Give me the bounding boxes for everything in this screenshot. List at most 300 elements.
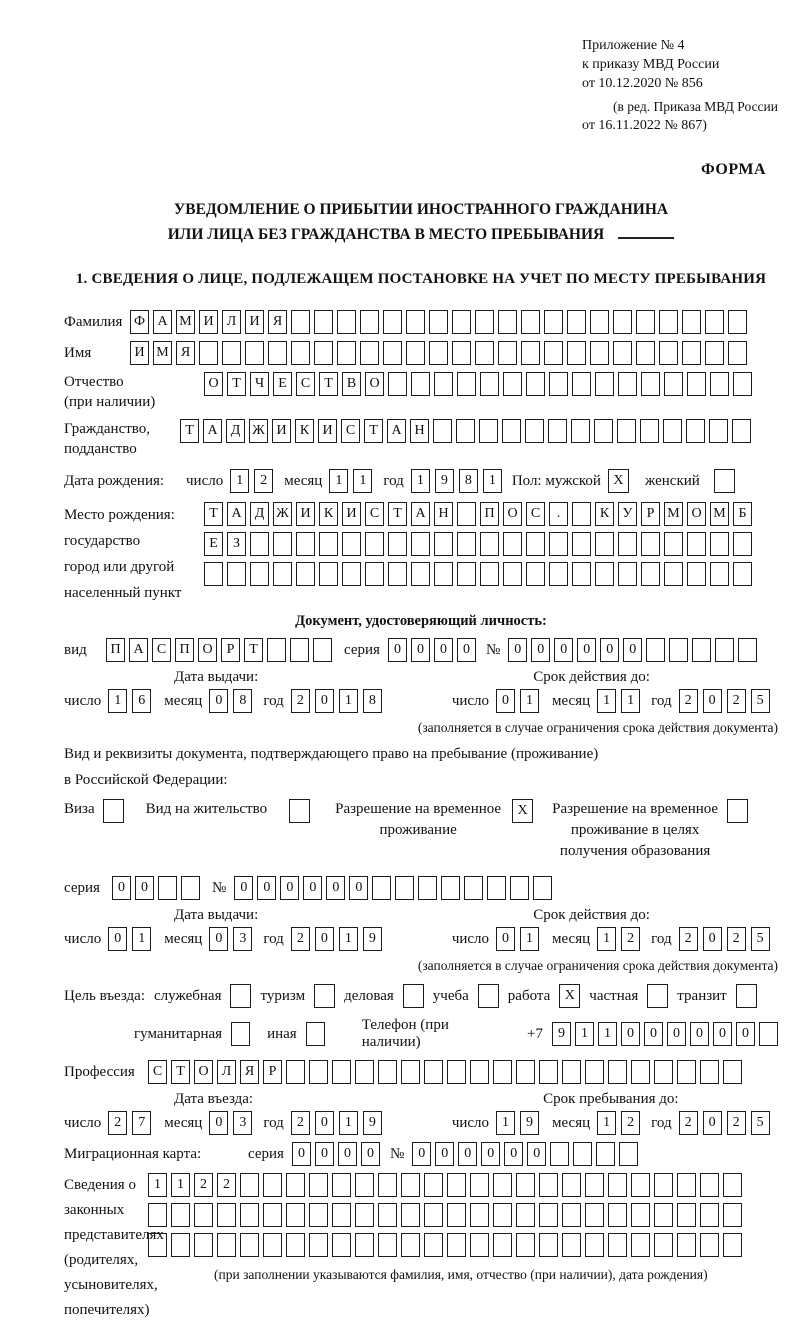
form-cell[interactable]: 1 <box>108 689 127 713</box>
form-cell[interactable]: 0 <box>457 638 476 662</box>
form-cell[interactable] <box>158 876 177 900</box>
form-cell[interactable]: 0 <box>703 1111 722 1135</box>
form-cell[interactable]: 2 <box>291 689 310 713</box>
form-cell[interactable]: 1 <box>520 927 539 951</box>
form-cell[interactable] <box>710 532 729 556</box>
visa-checkbox[interactable] <box>103 799 124 823</box>
form-cell[interactable]: 1 <box>339 689 358 713</box>
form-cell[interactable]: 1 <box>598 1022 617 1046</box>
form-cell[interactable] <box>378 1173 397 1197</box>
form-cell[interactable]: 8 <box>233 689 252 713</box>
form-cell[interactable] <box>659 341 678 365</box>
form-cell[interactable]: 1 <box>329 469 348 493</box>
form-cell[interactable]: 0 <box>554 638 573 662</box>
form-cell[interactable]: 0 <box>108 927 127 951</box>
form-cell[interactable]: 0 <box>234 876 253 900</box>
form-cell[interactable] <box>549 562 568 586</box>
form-cell[interactable]: 2 <box>217 1173 236 1197</box>
form-cell[interactable] <box>573 1142 592 1166</box>
form-cell[interactable]: 0 <box>577 638 596 662</box>
form-cell[interactable] <box>562 1203 581 1227</box>
form-cell[interactable]: 1 <box>520 689 539 713</box>
form-cell[interactable]: 2 <box>291 927 310 951</box>
form-cell[interactable]: К <box>595 502 614 526</box>
form-cell[interactable] <box>355 1060 374 1084</box>
form-cell[interactable] <box>286 1060 305 1084</box>
purpose-work-checkbox[interactable]: X <box>559 984 580 1008</box>
form-cell[interactable]: 0 <box>434 638 453 662</box>
form-cell[interactable]: 0 <box>209 927 228 951</box>
form-cell[interactable] <box>723 1233 742 1257</box>
form-cell[interactable] <box>290 638 309 662</box>
form-cell[interactable] <box>646 638 665 662</box>
form-cell[interactable] <box>475 341 494 365</box>
form-cell[interactable] <box>263 1233 282 1257</box>
form-cell[interactable] <box>572 562 591 586</box>
form-cell[interactable] <box>355 1173 374 1197</box>
form-cell[interactable]: Р <box>263 1060 282 1084</box>
form-cell[interactable] <box>521 341 540 365</box>
form-cell[interactable] <box>194 1203 213 1227</box>
form-cell[interactable] <box>700 1233 719 1257</box>
form-cell[interactable] <box>418 876 437 900</box>
form-cell[interactable]: Е <box>204 532 223 556</box>
form-cell[interactable] <box>332 1173 351 1197</box>
form-cell[interactable] <box>411 562 430 586</box>
form-cell[interactable]: 2 <box>727 927 746 951</box>
form-cell[interactable] <box>705 341 724 365</box>
form-cell[interactable] <box>181 876 200 900</box>
form-cell[interactable] <box>669 638 688 662</box>
form-cell[interactable]: 0 <box>644 1022 663 1046</box>
form-cell[interactable] <box>539 1060 558 1084</box>
form-cell[interactable] <box>332 1060 351 1084</box>
form-cell[interactable] <box>525 419 544 443</box>
form-cell[interactable] <box>424 1203 443 1227</box>
form-cell[interactable] <box>641 532 660 556</box>
form-cell[interactable]: 0 <box>135 876 154 900</box>
form-cell[interactable] <box>618 372 637 396</box>
form-cell[interactable] <box>562 1173 581 1197</box>
form-cell[interactable]: 0 <box>690 1022 709 1046</box>
form-cell[interactable]: Т <box>319 372 338 396</box>
form-cell[interactable] <box>733 562 752 586</box>
form-cell[interactable]: И <box>342 502 361 526</box>
form-cell[interactable] <box>148 1233 167 1257</box>
form-cell[interactable]: З <box>227 532 246 556</box>
form-cell[interactable]: А <box>227 502 246 526</box>
form-cell[interactable] <box>296 532 315 556</box>
form-cell[interactable] <box>457 372 476 396</box>
form-cell[interactable]: Я <box>268 310 287 334</box>
form-cell[interactable]: 2 <box>679 1111 698 1135</box>
form-cell[interactable]: Б <box>733 502 752 526</box>
form-cell[interactable]: 1 <box>575 1022 594 1046</box>
form-cell[interactable] <box>549 532 568 556</box>
form-cell[interactable]: 0 <box>209 1111 228 1135</box>
form-cell[interactable] <box>521 310 540 334</box>
form-cell[interactable]: А <box>387 419 406 443</box>
form-cell[interactable] <box>654 1203 673 1227</box>
form-cell[interactable] <box>464 876 483 900</box>
form-cell[interactable] <box>457 562 476 586</box>
form-cell[interactable] <box>441 876 460 900</box>
form-cell[interactable] <box>539 1173 558 1197</box>
form-cell[interactable] <box>406 310 425 334</box>
form-cell[interactable] <box>590 341 609 365</box>
form-cell[interactable] <box>314 341 333 365</box>
form-cell[interactable]: Л <box>217 1060 236 1084</box>
form-cell[interactable] <box>710 562 729 586</box>
form-cell[interactable] <box>401 1060 420 1084</box>
form-cell[interactable] <box>309 1173 328 1197</box>
form-cell[interactable] <box>199 341 218 365</box>
form-cell[interactable] <box>692 638 711 662</box>
form-cell[interactable]: 1 <box>483 469 502 493</box>
form-cell[interactable] <box>636 341 655 365</box>
form-cell[interactable]: А <box>153 310 172 334</box>
form-cell[interactable]: О <box>503 502 522 526</box>
form-cell[interactable]: Т <box>364 419 383 443</box>
form-cell[interactable]: 0 <box>326 876 345 900</box>
form-cell[interactable] <box>533 876 552 900</box>
form-cell[interactable]: 1 <box>148 1173 167 1197</box>
form-cell[interactable] <box>596 1142 615 1166</box>
form-cell[interactable] <box>677 1173 696 1197</box>
form-cell[interactable]: 0 <box>388 638 407 662</box>
form-cell[interactable] <box>636 310 655 334</box>
form-cell[interactable] <box>447 1173 466 1197</box>
form-cell[interactable] <box>617 419 636 443</box>
form-cell[interactable]: И <box>272 419 291 443</box>
form-cell[interactable]: 0 <box>458 1142 477 1166</box>
form-cell[interactable] <box>498 341 517 365</box>
form-cell[interactable] <box>687 562 706 586</box>
form-cell[interactable]: С <box>296 372 315 396</box>
form-cell[interactable] <box>286 1233 305 1257</box>
form-cell[interactable]: 2 <box>727 689 746 713</box>
purpose-humanitarian-checkbox[interactable] <box>231 1022 250 1046</box>
form-cell[interactable] <box>433 419 452 443</box>
form-cell[interactable] <box>360 341 379 365</box>
form-cell[interactable] <box>631 1203 650 1227</box>
form-cell[interactable] <box>687 372 706 396</box>
form-cell[interactable]: М <box>176 310 195 334</box>
form-cell[interactable]: 0 <box>209 689 228 713</box>
form-cell[interactable]: Е <box>273 372 292 396</box>
form-cell[interactable]: 0 <box>713 1022 732 1046</box>
form-cell[interactable] <box>313 638 332 662</box>
form-cell[interactable] <box>595 562 614 586</box>
form-cell[interactable] <box>700 1203 719 1227</box>
form-cell[interactable]: 1 <box>597 1111 616 1135</box>
form-cell[interactable] <box>567 341 586 365</box>
form-cell[interactable] <box>682 341 701 365</box>
form-cell[interactable] <box>267 638 286 662</box>
form-cell[interactable] <box>677 1203 696 1227</box>
form-cell[interactable] <box>456 419 475 443</box>
form-cell[interactable] <box>429 310 448 334</box>
form-cell[interactable] <box>631 1233 650 1257</box>
form-cell[interactable]: О <box>194 1060 213 1084</box>
form-cell[interactable] <box>503 372 522 396</box>
form-cell[interactable]: 0 <box>361 1142 380 1166</box>
form-cell[interactable]: 0 <box>736 1022 755 1046</box>
form-cell[interactable] <box>572 532 591 556</box>
form-cell[interactable] <box>664 532 683 556</box>
form-cell[interactable]: П <box>480 502 499 526</box>
form-cell[interactable]: 5 <box>751 1111 770 1135</box>
form-cell[interactable]: 0 <box>623 638 642 662</box>
form-cell[interactable] <box>493 1173 512 1197</box>
form-cell[interactable]: 0 <box>703 689 722 713</box>
form-cell[interactable] <box>705 310 724 334</box>
form-cell[interactable] <box>516 1060 535 1084</box>
form-cell[interactable] <box>401 1173 420 1197</box>
form-cell[interactable] <box>493 1203 512 1227</box>
form-cell[interactable] <box>332 1203 351 1227</box>
form-cell[interactable] <box>571 419 590 443</box>
form-cell[interactable]: А <box>203 419 222 443</box>
form-cell[interactable]: И <box>199 310 218 334</box>
form-cell[interactable] <box>365 562 384 586</box>
form-cell[interactable]: Я <box>176 341 195 365</box>
form-cell[interactable]: 1 <box>339 927 358 951</box>
form-cell[interactable]: 3 <box>233 927 252 951</box>
form-cell[interactable] <box>401 1203 420 1227</box>
form-cell[interactable] <box>227 562 246 586</box>
form-cell[interactable] <box>240 1233 259 1257</box>
form-cell[interactable] <box>250 532 269 556</box>
form-cell[interactable] <box>342 562 361 586</box>
form-cell[interactable]: 0 <box>292 1142 311 1166</box>
form-cell[interactable] <box>733 372 752 396</box>
form-cell[interactable] <box>411 372 430 396</box>
form-cell[interactable] <box>388 372 407 396</box>
form-cell[interactable]: 1 <box>597 927 616 951</box>
form-cell[interactable] <box>590 310 609 334</box>
form-cell[interactable] <box>493 1233 512 1257</box>
form-cell[interactable] <box>470 1060 489 1084</box>
form-cell[interactable]: С <box>341 419 360 443</box>
form-cell[interactable]: 6 <box>132 689 151 713</box>
form-cell[interactable]: А <box>129 638 148 662</box>
form-cell[interactable]: Я <box>240 1060 259 1084</box>
form-cell[interactable]: 9 <box>552 1022 571 1046</box>
form-cell[interactable]: 0 <box>280 876 299 900</box>
form-cell[interactable]: В <box>342 372 361 396</box>
form-cell[interactable]: Д <box>226 419 245 443</box>
temp-residence-education-checkbox[interactable] <box>727 799 748 823</box>
form-cell[interactable] <box>480 372 499 396</box>
form-cell[interactable]: 1 <box>132 927 151 951</box>
form-cell[interactable]: 0 <box>504 1142 523 1166</box>
form-cell[interactable] <box>723 1203 742 1227</box>
form-cell[interactable] <box>388 532 407 556</box>
form-cell[interactable] <box>434 532 453 556</box>
form-cell[interactable]: 1 <box>496 1111 515 1135</box>
form-cell[interactable] <box>664 562 683 586</box>
form-cell[interactable] <box>663 419 682 443</box>
form-cell[interactable] <box>424 1233 443 1257</box>
form-cell[interactable]: . <box>549 502 568 526</box>
form-cell[interactable] <box>273 532 292 556</box>
form-cell[interactable] <box>759 1022 778 1046</box>
form-cell[interactable]: 0 <box>481 1142 500 1166</box>
purpose-business-checkbox[interactable] <box>230 984 251 1008</box>
form-cell[interactable] <box>424 1173 443 1197</box>
form-cell[interactable]: 2 <box>621 927 640 951</box>
form-cell[interactable] <box>355 1203 374 1227</box>
form-cell[interactable] <box>664 372 683 396</box>
form-cell[interactable]: С <box>526 502 545 526</box>
form-cell[interactable]: 0 <box>315 689 334 713</box>
form-cell[interactable]: 2 <box>108 1111 127 1135</box>
form-cell[interactable] <box>240 1203 259 1227</box>
form-cell[interactable] <box>526 372 545 396</box>
form-cell[interactable] <box>148 1203 167 1227</box>
form-cell[interactable]: 0 <box>411 638 430 662</box>
form-cell[interactable]: У <box>618 502 637 526</box>
form-cell[interactable]: 0 <box>303 876 322 900</box>
form-cell[interactable]: 0 <box>338 1142 357 1166</box>
form-cell[interactable] <box>319 562 338 586</box>
form-cell[interactable] <box>539 1233 558 1257</box>
form-cell[interactable]: 0 <box>527 1142 546 1166</box>
form-cell[interactable] <box>572 502 591 526</box>
form-cell[interactable] <box>401 1233 420 1257</box>
form-cell[interactable] <box>618 532 637 556</box>
form-cell[interactable] <box>171 1233 190 1257</box>
form-cell[interactable] <box>585 1233 604 1257</box>
form-cell[interactable]: Т <box>227 372 246 396</box>
form-cell[interactable]: Т <box>244 638 263 662</box>
form-cell[interactable] <box>273 562 292 586</box>
form-cell[interactable]: 2 <box>679 927 698 951</box>
form-cell[interactable]: 1 <box>230 469 249 493</box>
form-cell[interactable] <box>457 532 476 556</box>
form-cell[interactable] <box>171 1203 190 1227</box>
form-cell[interactable]: Л <box>222 310 241 334</box>
form-cell[interactable] <box>613 310 632 334</box>
form-cell[interactable] <box>194 1233 213 1257</box>
form-cell[interactable] <box>452 310 471 334</box>
form-cell[interactable]: Н <box>434 502 453 526</box>
form-cell[interactable] <box>654 1233 673 1257</box>
form-cell[interactable]: 9 <box>363 1111 382 1135</box>
form-cell[interactable]: И <box>245 310 264 334</box>
form-cell[interactable] <box>544 341 563 365</box>
form-cell[interactable] <box>470 1203 489 1227</box>
form-cell[interactable]: 7 <box>132 1111 151 1135</box>
form-cell[interactable]: 0 <box>508 638 527 662</box>
form-cell[interactable]: И <box>318 419 337 443</box>
form-cell[interactable]: 1 <box>597 689 616 713</box>
form-cell[interactable] <box>204 562 223 586</box>
form-cell[interactable] <box>291 341 310 365</box>
form-cell[interactable]: Т <box>171 1060 190 1084</box>
form-cell[interactable] <box>217 1203 236 1227</box>
form-cell[interactable] <box>526 532 545 556</box>
form-cell[interactable] <box>585 1060 604 1084</box>
form-cell[interactable]: С <box>152 638 171 662</box>
form-cell[interactable]: 2 <box>254 469 273 493</box>
form-cell[interactable] <box>550 1142 569 1166</box>
form-cell[interactable] <box>682 310 701 334</box>
form-cell[interactable] <box>677 1233 696 1257</box>
form-cell[interactable]: П <box>175 638 194 662</box>
form-cell[interactable] <box>480 532 499 556</box>
form-cell[interactable] <box>738 638 757 662</box>
form-cell[interactable] <box>487 876 506 900</box>
form-cell[interactable] <box>562 1060 581 1084</box>
purpose-commercial-checkbox[interactable] <box>403 984 424 1008</box>
sex-male-checkbox[interactable]: X <box>608 469 629 493</box>
form-cell[interactable]: 0 <box>621 1022 640 1046</box>
form-cell[interactable] <box>378 1203 397 1227</box>
form-cell[interactable] <box>723 1060 742 1084</box>
form-cell[interactable] <box>502 419 521 443</box>
form-cell[interactable] <box>378 1233 397 1257</box>
form-cell[interactable] <box>372 876 391 900</box>
form-cell[interactable] <box>709 419 728 443</box>
form-cell[interactable] <box>411 532 430 556</box>
form-cell[interactable] <box>631 1173 650 1197</box>
form-cell[interactable] <box>608 1233 627 1257</box>
form-cell[interactable] <box>296 562 315 586</box>
form-cell[interactable] <box>342 532 361 556</box>
form-cell[interactable] <box>700 1173 719 1197</box>
form-cell[interactable]: О <box>204 372 223 396</box>
form-cell[interactable]: 0 <box>435 1142 454 1166</box>
form-cell[interactable] <box>475 310 494 334</box>
form-cell[interactable] <box>516 1203 535 1227</box>
form-cell[interactable] <box>562 1233 581 1257</box>
form-cell[interactable] <box>510 876 529 900</box>
form-cell[interactable] <box>309 1203 328 1227</box>
form-cell[interactable]: С <box>365 502 384 526</box>
form-cell[interactable] <box>319 532 338 556</box>
form-cell[interactable]: К <box>319 502 338 526</box>
form-cell[interactable] <box>480 562 499 586</box>
form-cell[interactable] <box>544 310 563 334</box>
purpose-study-checkbox[interactable] <box>478 984 499 1008</box>
form-cell[interactable] <box>365 532 384 556</box>
form-cell[interactable] <box>309 1233 328 1257</box>
form-cell[interactable]: С <box>148 1060 167 1084</box>
form-cell[interactable]: 2 <box>194 1173 213 1197</box>
form-cell[interactable] <box>572 372 591 396</box>
form-cell[interactable]: 0 <box>600 638 619 662</box>
form-cell[interactable] <box>429 341 448 365</box>
form-cell[interactable] <box>406 341 425 365</box>
form-cell[interactable]: 3 <box>233 1111 252 1135</box>
form-cell[interactable]: Т <box>388 502 407 526</box>
form-cell[interactable] <box>567 310 586 334</box>
form-cell[interactable]: 0 <box>315 1142 334 1166</box>
form-cell[interactable] <box>613 341 632 365</box>
form-cell[interactable] <box>585 1203 604 1227</box>
form-cell[interactable] <box>447 1060 466 1084</box>
form-cell[interactable] <box>355 1233 374 1257</box>
form-cell[interactable]: 1 <box>339 1111 358 1135</box>
form-cell[interactable] <box>309 1060 328 1084</box>
form-cell[interactable] <box>337 341 356 365</box>
form-cell[interactable] <box>383 310 402 334</box>
form-cell[interactable]: Д <box>250 502 269 526</box>
form-cell[interactable]: 9 <box>520 1111 539 1135</box>
form-cell[interactable]: И <box>296 502 315 526</box>
